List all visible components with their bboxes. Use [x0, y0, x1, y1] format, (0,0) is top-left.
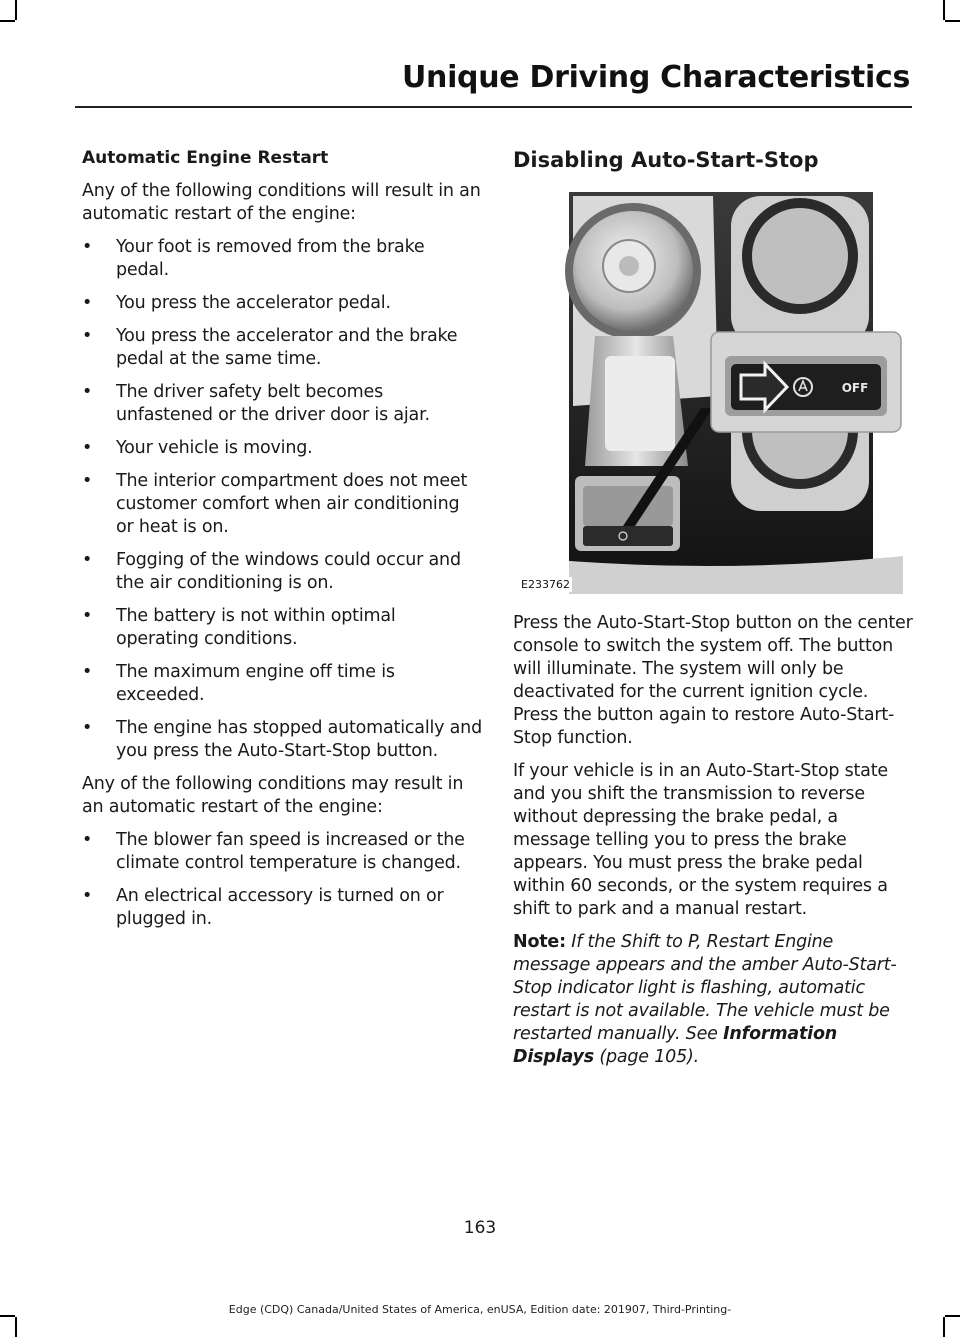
small-auto-stop-button	[583, 526, 673, 546]
page-number: 163	[463, 1218, 497, 1238]
list-item: • Your vehicle is moving.	[82, 438, 313, 458]
list-item: • You press the accelerator pedal.	[82, 293, 391, 313]
list-item: • The interior compartment does not meet customer comfort when air conditioning or heat is on.	[82, 471, 468, 537]
list-item: • The battery is not within optimal operating conditions.	[82, 606, 396, 649]
note-paragraph: Note: If the Shift to P, Restart Engine message appears and the amber Auto-Start-Stop indicator light is flashing, automatic restart is not available. The vehicle must be restarted manually. See Information Displays (page 105).	[513, 932, 897, 1067]
list-item: • The engine has stopped automatically and you press the Auto-Start-Stop button.	[82, 718, 482, 761]
list-item: • The driver safety belt becomes unfastened or the driver door is ajar.	[82, 382, 430, 425]
header-divider	[75, 106, 912, 108]
center-console-illustration	[513, 186, 903, 594]
possible-restart-conditions-list	[82, 829, 482, 931]
list-item: • The maximum engine off time is exceeded.	[82, 662, 395, 705]
list-item: • Your foot is removed from the brake pedal.	[82, 237, 425, 280]
information-displays-link[interactable]: Information Displays	[513, 1024, 838, 1067]
crop-mark	[15, 1317, 17, 1337]
crop-mark	[945, 20, 960, 22]
subheading-automatic-engine-restart: Automatic Engine Restart	[82, 148, 329, 168]
list-item: • You press the accelerator and the brake pedal at the same time.	[82, 326, 458, 369]
section-title-disabling-auto-start-stop: Disabling Auto-Start-Stop	[513, 148, 819, 172]
crop-mark	[15, 0, 17, 20]
off-label: OFF	[841, 381, 869, 395]
list-item: • An electrical accessory is turned on or plugged in.	[82, 886, 444, 929]
figure-code: E233762	[521, 578, 570, 591]
list-item: • Fogging of the windows could occur and the air conditioning is on.	[82, 550, 461, 593]
crop-mark	[943, 0, 945, 20]
paragraph-reverse-shift: If your vehicle is in an Auto-Start-Stop state and you shift the transmission to reverse without depressing the brake pedal, a message telling you to press the brake appears. You must press the brake pedal within 60 seconds, or the system requires a shift to park and a manual restart.	[513, 761, 888, 919]
edition-footer: Edge (CDQ) Canada/United States of America, enUSA, Edition date: 201907, Third-Printing-	[228, 1303, 732, 1316]
list-item: • The blower fan speed is increased or the climate control temperature is changed.	[82, 830, 465, 873]
restart-conditions-list	[82, 236, 482, 763]
crop-mark	[0, 20, 15, 22]
left-column	[82, 146, 482, 941]
page-title: Unique Driving Characteristics	[401, 60, 910, 95]
crop-mark	[943, 1317, 945, 1337]
paragraph-press-button: Press the Auto-Start-Stop button on the center console to switch the system off. The button will illuminate. The system will only be deactivated for the current ignition cycle. Press the button again to restore Auto-Start-Stop function.	[513, 613, 913, 748]
console-drawing	[513, 186, 903, 594]
intro-paragraph: Any of the following conditions will result in an automatic restart of the engine:	[82, 181, 481, 224]
note-label: Note:	[513, 932, 566, 952]
intro-paragraph-may-restart: Any of the following conditions may result in an automatic restart of the engine:	[82, 774, 464, 817]
right-column	[513, 146, 913, 1079]
